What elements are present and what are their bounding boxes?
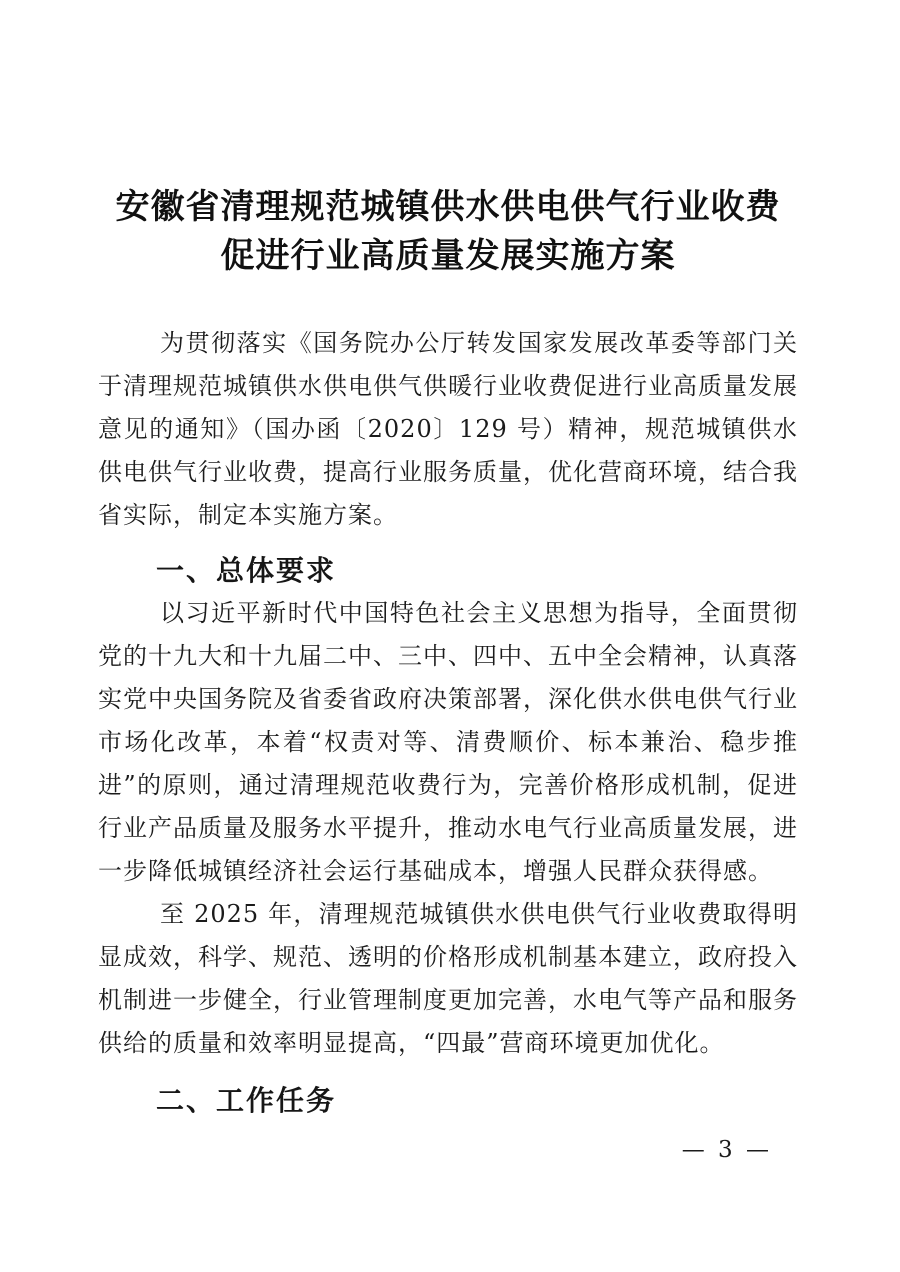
document-title [98, 183, 798, 281]
document-title-line-2: 促进行业高质量发展实施方案 [220, 236, 676, 276]
section-heading-work-tasks: 二、工作任务 [156, 1084, 337, 1117]
paragraph-goal-2025: 至 2025 年，清理规范城镇供水供电供气行业收费取得明显成效，科学、规范、透明的价格形成机制基本建立，政府投入机制进一步健全，行业管理制度更加完善，水电气等产品和服务供给的质量和效率明显提高，“四最”营商环境更加优化。 [98, 900, 798, 1057]
section-heading-general-requirements: 一、总体要求 [156, 554, 337, 587]
paragraph-general-requirements: 以习近平新时代中国特色社会主义思想为指导，全面贯彻党的十九大和十九届二中、三中、四中、五中全会精神，认真落实党中央国务院及省委省政府决策部署，深化供水供电供气行业市场化改革，本着“权责对等、清费顺价、标本兼治、稳步推进”的原则，通过清理规范收费行为，完善价格形成机制，促进行业产品质量及服务水平提升，推动水电气行业高质量发展，进一步降低城镇经济社会运行基础成本，增强人民群众获得感。 [98, 599, 798, 885]
document-title-line-1: 安徽省清理规范城镇供水供电供气行业收费 [115, 187, 781, 227]
page-number: — 3 — [681, 1137, 772, 1163]
paragraph-intro: 为贯彻落实《国务院办公厅转发国家发展改革委等部门关于清理规范城镇供水供电供气供暖行业收费促进行业高质量发展意见的通知》（国办函〔2020〕129 号）精神，规范城镇供水供电供气行业收费，提高行业服务质量，优化营商环境，结合我省实际，制定本实施方案。 [98, 329, 798, 529]
